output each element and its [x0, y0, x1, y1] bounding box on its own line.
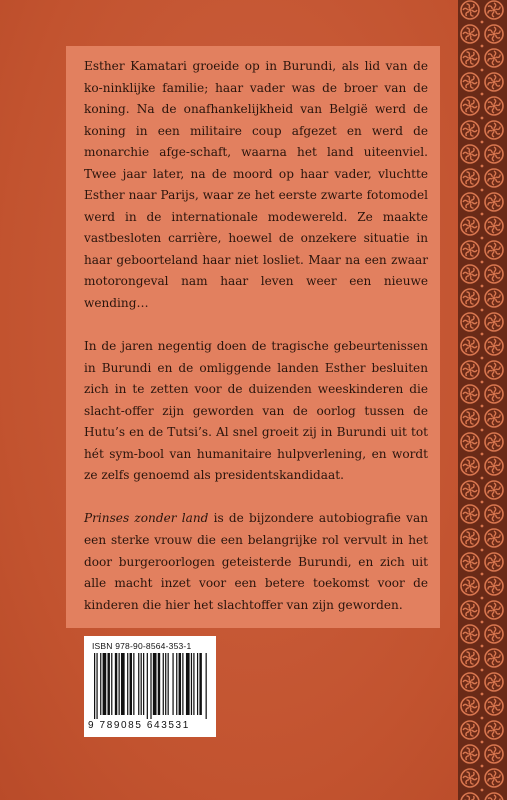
- pattern-rosette: [461, 553, 479, 571]
- pattern-rosette: [461, 97, 479, 115]
- blurb-paragraph-3-text: is de bijzondere autobiografie van een sterke vrouw die een belangrijke rol vervult in het door burgeroorlogen geteisterde Burundi, en zich uit alle macht inzet voor een betere toekomst voor de kinderen die hier het slachtoffer van zijn geworden.: [84, 511, 428, 612]
- blurb-text: [84, 56, 428, 616]
- isbn-label: ISBN 978-90-8564-353-1: [92, 641, 192, 651]
- pattern-rosette: [461, 673, 479, 691]
- pattern-rosette: [461, 601, 479, 619]
- pattern-rosette: [485, 505, 503, 523]
- pattern-rosette: [485, 625, 503, 643]
- pattern-rosette: [461, 697, 479, 715]
- pattern-rosette: [461, 385, 479, 403]
- barcode-bars: [94, 653, 208, 719]
- pattern-rosette: [485, 49, 503, 67]
- pattern-rosette: [485, 745, 503, 763]
- pattern-rosette: [461, 241, 479, 259]
- pattern-rosette: [461, 121, 479, 139]
- pattern-rosette: [485, 553, 503, 571]
- pattern-rosette: [461, 193, 479, 211]
- pattern-rosette: [485, 25, 503, 43]
- pattern-rosette: [485, 481, 503, 499]
- pattern-rosette: [485, 793, 503, 800]
- ean-digits: 9 789085 643531: [88, 720, 190, 731]
- pattern-rosette: [485, 169, 503, 187]
- pattern-rosette: [485, 697, 503, 715]
- pattern-rosette: [461, 745, 479, 763]
- pattern-rosette: [485, 577, 503, 595]
- pattern-rosette: [461, 361, 479, 379]
- blurb-paragraph-3: [84, 508, 428, 616]
- pattern-rosette: [485, 145, 503, 163]
- pattern-rosette: [461, 25, 479, 43]
- pattern-rosette: [485, 289, 503, 307]
- isbn-barcode: [84, 636, 216, 737]
- pattern-rosette: [485, 529, 503, 547]
- pattern-rosette: [461, 337, 479, 355]
- decorative-pattern-strip: [458, 0, 507, 800]
- pattern-rosette: [485, 649, 503, 667]
- pattern-rosette: [461, 433, 479, 451]
- pattern-rosette: [461, 721, 479, 739]
- pattern-rosette: [461, 457, 479, 475]
- pattern-rosette: [461, 289, 479, 307]
- pattern-rosette: [485, 73, 503, 91]
- pattern-rosette: [461, 265, 479, 283]
- pattern-rosette: [461, 313, 479, 331]
- pattern-rosette: [485, 265, 503, 283]
- pattern-rosette: [461, 649, 479, 667]
- pattern-rosette: [485, 769, 503, 787]
- pattern-rosette: [485, 673, 503, 691]
- pattern-rosette: [485, 409, 503, 427]
- pattern-rosette: [461, 505, 479, 523]
- book-title: Prinses zonder land: [84, 511, 209, 526]
- pattern-rosette: [461, 481, 479, 499]
- pattern-rosette: [461, 49, 479, 67]
- pattern-rosette: [485, 601, 503, 619]
- pattern-rosette: [485, 1, 503, 19]
- pattern-rosette: [485, 721, 503, 739]
- pattern-rosette: [485, 457, 503, 475]
- pattern-rosette: [461, 625, 479, 643]
- pattern-rosette: [461, 409, 479, 427]
- pattern-rosette: [485, 433, 503, 451]
- pattern-rosette: [485, 121, 503, 139]
- pattern-rosette: [485, 193, 503, 211]
- pattern-rosette: [485, 337, 503, 355]
- pattern-rosette: [485, 361, 503, 379]
- pattern-rosette: [485, 385, 503, 403]
- pattern-rosette: [461, 1, 479, 19]
- pattern-rosette: [485, 97, 503, 115]
- pattern-rosette: [461, 145, 479, 163]
- pattern-rosette: [461, 577, 479, 595]
- pattern-rosette: [461, 169, 479, 187]
- pattern-rosette: [461, 73, 479, 91]
- pattern-rosette: [461, 529, 479, 547]
- blurb-paragraph-1: Esther Kamatari groeide op in Burundi, als lid van de ko-ninklijke familie; haar vader was de broer van de koning. Na de onafhankelijkheid van België werd de koning in een militaire coup afgezet en werd de monarchie afge-schaft, waarna het land uiteenviel. Twee jaar later, na de moord op haar vader, vluchtte Esther naar Parijs, waar ze het eerste zwarte fotomodel werd in de internationale modewereld. Ze maakte vastbesloten carrière, hoewel de onzekere situatie in haar geboorteland haar niet losliet. Maar na een zwaar motorongeval nam haar leven weer een nieuwe wending…: [84, 59, 428, 311]
- pattern-rosette: [485, 217, 503, 235]
- pattern-rosette: [461, 769, 479, 787]
- pattern-rosette: [461, 217, 479, 235]
- pattern-rosette: [485, 241, 503, 259]
- blurb-paragraph-2: In de jaren negentig doen de tragische gebeurtenissen in Burundi en de omliggende landen Esther besluiten zich in te zetten voor de duizenden weeskinderen die slacht-offer zijn geworden van de oorlog tussen de Hutu’s en de Tutsi’s. Al snel groeit zij in Burundi uit tot hét sym-bool van humanitaire hulpverlening, en wordt ze zelfs genoemd als presidentskandidaat.: [84, 339, 428, 483]
- pattern-rosette: [485, 313, 503, 331]
- pattern-rosette: [461, 793, 479, 800]
